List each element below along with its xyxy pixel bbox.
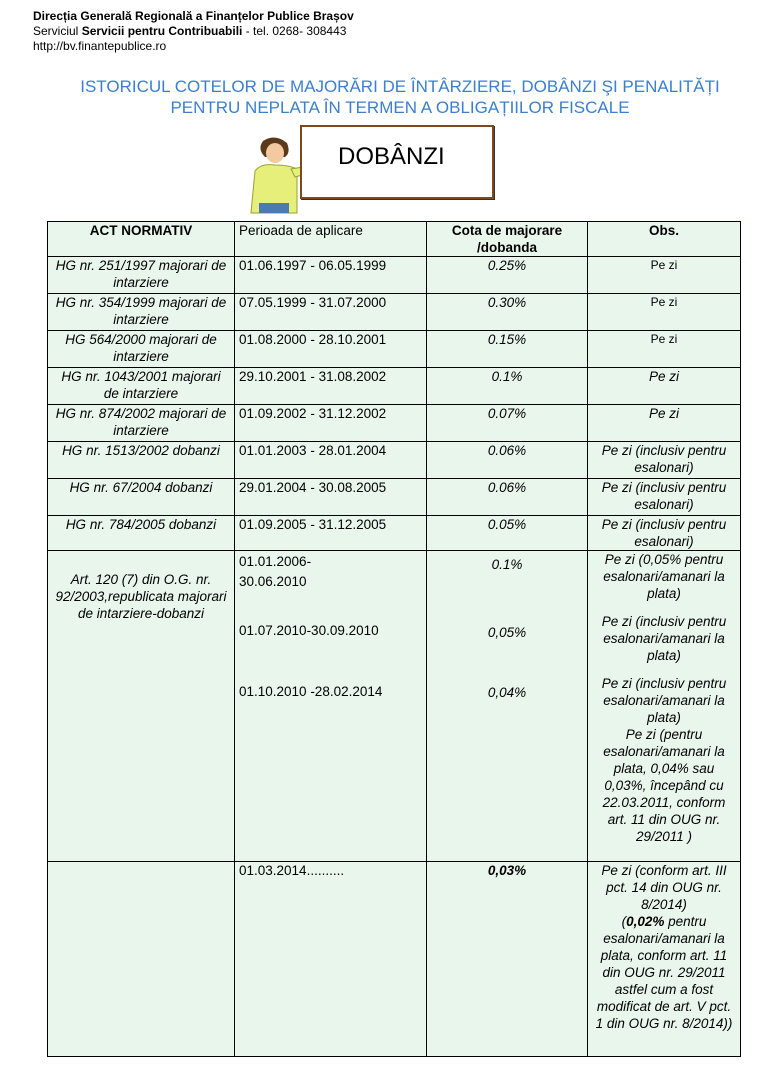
table-row xyxy=(48,516,741,551)
website-link[interactable]: http://bv.finantepublice.ro xyxy=(33,39,167,53)
cell-obs: Pe zi xyxy=(588,405,741,442)
table-row xyxy=(48,405,741,442)
cell-obs: Pe zi (inclusiv pentru esalonari) xyxy=(588,479,741,516)
cell-rate: 0.06% xyxy=(427,479,588,516)
cell-act: HG nr. 354/1999 majorari de intarziere xyxy=(48,294,235,331)
cell-period: 01.09.2005 - 31.12.2005 xyxy=(235,516,427,551)
cell-rate: 0.25% xyxy=(427,257,588,294)
table-row xyxy=(48,442,741,479)
header-rate: Cota de majorare /dobanda xyxy=(427,222,588,257)
cell-act: HG nr. 874/2002 majorari de intarziere xyxy=(48,405,235,442)
table-header-row xyxy=(48,222,741,257)
cell-rate: 0.1% xyxy=(427,368,588,405)
cell-rate: 0.15% xyxy=(427,331,588,368)
header-act: ACT NORMATIV xyxy=(48,222,235,257)
table-row-2014 xyxy=(48,862,741,1057)
cell-period: 29.01.2004 - 30.08.2005 xyxy=(235,479,427,516)
table-row-art120 xyxy=(48,551,741,862)
cell-obs: Pe zi (conform art. III pct. 14 din OUG nr. 8/2014) (0,02% pentru esalonari/amanari la plata, conform art. 11 din OUG nr. 29/2011 astfel cum a fost modificat de art. V pct. 1 din OUG nr. 8/2014)) xyxy=(588,862,741,1057)
cell-rate: 0.07% xyxy=(427,405,588,442)
rates-table xyxy=(47,221,741,1057)
cell-period: 01.08.2000 - 28.10.2001 xyxy=(235,331,427,368)
table-row xyxy=(48,294,741,331)
header-period: Perioada de aplicare xyxy=(235,222,427,257)
cell-period: 01.01.2003 - 28.01.2004 xyxy=(235,442,427,479)
cell-period: 01.03.2014.......... xyxy=(235,862,427,1057)
cell-rate: 0.30% xyxy=(427,294,588,331)
cell-act: HG 564/2000 majorari de intarziere xyxy=(48,331,235,368)
cell-obs: Pe zi xyxy=(588,294,741,331)
header-obs: Obs. xyxy=(588,222,741,257)
table-row xyxy=(48,479,741,516)
cell-period: 01.06.1997 - 06.05.1999 xyxy=(235,257,427,294)
cell-period: 01.01.2006- 30.06.2010 01.07.2010-30.09.2010 01.10.2010 -28.02.2014 xyxy=(235,551,427,862)
cell-obs: Pe zi xyxy=(588,368,741,405)
page-title: ISTORICUL COTELOR DE MAJORĂRI DE ÎNTÂRZIERE, DOBÂNZI ŞI PENALITĂȚI PENTRU NEPLATA ÎN TERMEN A OBLIGAȚIILOR FISCALE xyxy=(80,77,720,117)
cell-period: 29.10.2001 - 31.08.2002 xyxy=(235,368,427,405)
cell-act: HG nr. 784/2005 dobanzi xyxy=(48,516,235,551)
cell-rate: 0,03% xyxy=(427,862,588,1057)
cell-act: HG nr. 1513/2002 dobanzi xyxy=(48,442,235,479)
board-label: DOBÂNZI xyxy=(338,143,445,170)
cell-act xyxy=(48,862,235,1057)
table-row xyxy=(48,368,741,405)
cell-period: 07.05.1999 - 31.07.2000 xyxy=(235,294,427,331)
cell-obs: Pe zi (inclusiv pentru esalonari) xyxy=(588,516,741,551)
cell-obs: Pe zi (0,05% pentru esalonari/amanari la plata) Pe zi (inclusiv pentru esalonari/amanari la plata) Pe zi (inclusiv pentru esalonari/amanari la plata) Pe zi (pentru esalonari/amanari la plata, 0,04% sau 0,03%, începând cu 22.03.2011, conform art. 11 din OUG nr. 29/2011 ) xyxy=(588,551,741,862)
cell-rate: 0.05% xyxy=(427,516,588,551)
cell-act: HG nr. 67/2004 dobanzi xyxy=(48,479,235,516)
cell-period: 01.09.2002 - 31.12.2002 xyxy=(235,405,427,442)
cell-obs: Pe zi xyxy=(588,331,741,368)
authority-name: Direcția Generală Regională a Finanțelor Publice Brașov xyxy=(33,9,354,23)
cell-rate: 0.1% 0,05% 0,04% xyxy=(427,551,588,862)
service-line: Serviciul Servicii pentru Contribuabili - tel. 0268- 308443 xyxy=(33,24,347,38)
table-row xyxy=(48,257,741,294)
table-row xyxy=(48,331,741,368)
cell-act: HG nr. 251/1997 majorari de intarziere xyxy=(48,257,235,294)
cell-act: Art. 120 (7) din O.G. nr. 92/2003,republicata majorari de intarziere-dobanzi xyxy=(48,551,235,862)
cell-act: HG nr. 1043/2001 majorari de intarziere xyxy=(48,368,235,405)
cell-obs: Pe zi xyxy=(588,257,741,294)
cell-obs: Pe zi (inclusiv pentru esalonari) xyxy=(588,442,741,479)
cell-rate: 0.06% xyxy=(427,442,588,479)
